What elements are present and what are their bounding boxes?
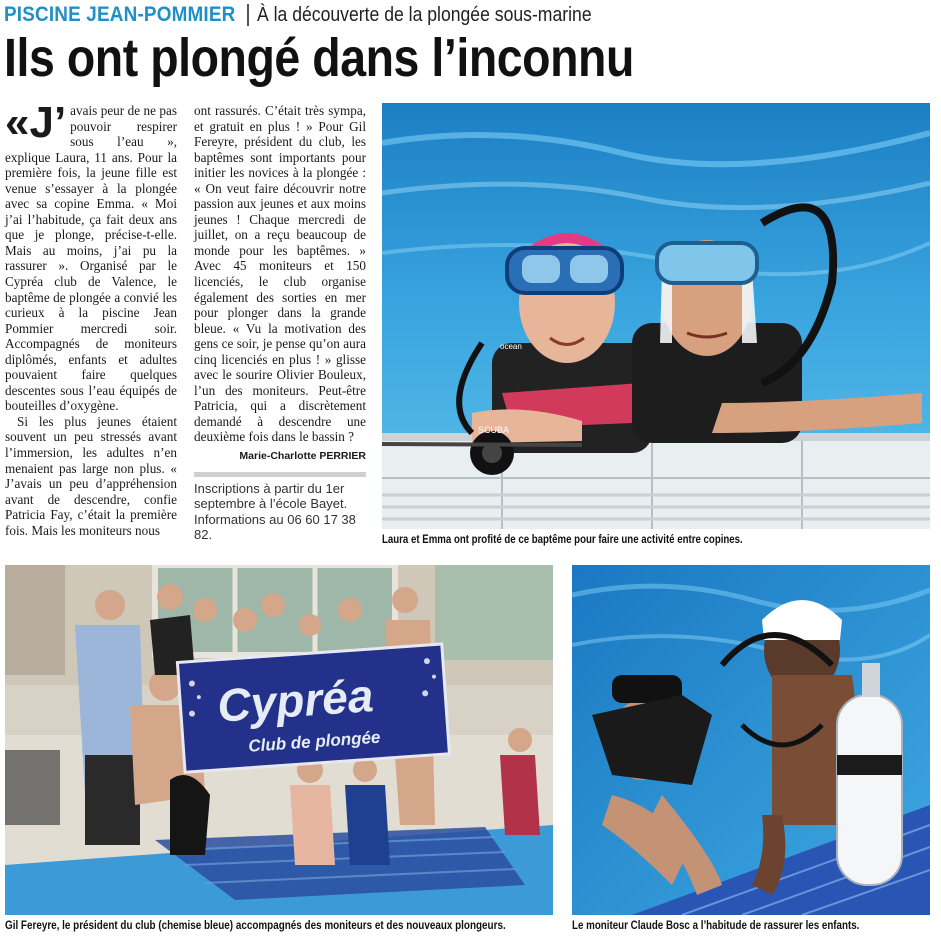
- paragraph-1-text: avais peur de ne pas pouvoir respirer sous l’eau », explique Laura, 11 ans. Pour la première fois, la jeune fille est venue s’essayer à la plongée avec sa copine Emma. « Moi j’ai l’habitude, ça fait deux ans que je plonge, précise-t-elle. Mais au moins, j’ai pu la rassurer ». Organisé par le Cypréa club de Valence, le baptême de plongée a convié les curieux à la piscine Jean Pommier mercredi soir. Accompagnés de moniteurs diplômés, enfants et adultes pouvaient faire quelques descentes sous l’eau équipés de bouteilles d’oxygène.: [5, 103, 177, 414]
- info-box: Inscriptions à partir du 1er septembre à l’école Bayet. Informations au 06 60 17 38 82.: [194, 472, 366, 543]
- photo-group-caption: Gil Fereyre, le président du club (chemise bleue) accompagnés des moniteurs et des nouveaux plongeurs.: [5, 920, 506, 932]
- article-headline: Ils ont plongé dans l’inconnu: [4, 28, 634, 88]
- paragraph-1: [5, 98, 177, 414]
- photo-top-caption: Laura et Emma ont profité de ce baptême pour faire une activité entre copines.: [382, 534, 743, 546]
- drop-cap: «J’: [5, 98, 67, 147]
- article-kicker: [4, 2, 637, 28]
- article-column-1: [5, 98, 177, 538]
- gauge-brand-text: SCUBA: [478, 425, 510, 435]
- banner-title: Cypréa: [215, 669, 375, 732]
- byline: Marie-Charlotte PERRIER: [239, 450, 366, 463]
- kicker-divider: [247, 4, 249, 26]
- photo-instructor-caption: Le moniteur Claude Bosc a l’habitude de rassurer les enfants.: [572, 920, 860, 932]
- article-column-2: [194, 103, 366, 543]
- article-subtitle: À la découverte de la plongée sous-marine: [257, 3, 592, 26]
- paragraph-2: Si les plus jeunes étaient souvent un peu stressés avant l’immersion, les adultes n’en menaient pas large non plus. « J’avais un peu d’appréhension avant de descendre, confie Patricia Fay, c’était la première fois. Mais les moniteurs nous: [5, 413, 177, 538]
- paragraph-3: ont rassurés. C’était très sympa, et gratuit en plus ! » Pour Gil Fereyre, président du club, les baptêmes sont importants pour initier les novices à la plongée : « On veut faire découvrir notre passion aux jeunes et aux moins jeunes ! Chaque mercredi de juillet, on a reçu beaucoup de monde pour les baptêmes. » Avec 45 moniteurs et 150 licenciés, le club organise également des sorties en mer pour plonger dans la grande bleue. « Vu la motivation des gens ce soir, je pense qu’on aura cinq licenciés en plus ! » glisse avec le sourire Olivier Bouleux, l’un des moniteurs. Peut-être Patricia, qui a discrètement demandé à descendre une deuxième fois dans le bassin ?: [194, 103, 366, 445]
- vest-label-text: ocean: [500, 342, 522, 351]
- photo-group-banner: [5, 565, 553, 915]
- section-label: PISCINE JEAN-POMMIER: [4, 3, 236, 26]
- photo-top-girls: [382, 103, 930, 529]
- photo-instructor-child: [572, 565, 930, 915]
- banner-subtitle: Club de plongée: [247, 727, 381, 756]
